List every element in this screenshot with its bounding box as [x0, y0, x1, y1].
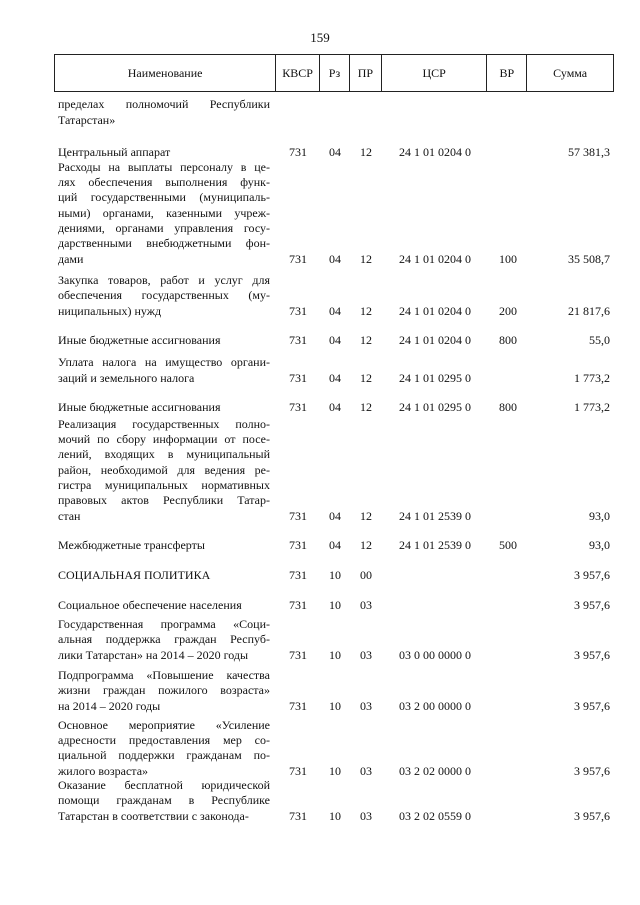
- row-csr: 24 1 01 0204 0: [399, 332, 471, 347]
- row-csr: 03 2 02 0559 0: [399, 808, 471, 823]
- row-name-line: дами: [58, 251, 84, 266]
- table-header: [54, 54, 614, 92]
- header-kvsr: КВСР: [276, 55, 320, 91]
- row-rz: 04: [329, 303, 341, 318]
- row-sum: 55,0: [589, 332, 610, 347]
- row-name-line: ниципальных) нужд: [58, 303, 162, 318]
- row-name-line: Иные бюджетные ассигнования: [58, 399, 221, 414]
- row-pr: 12: [360, 332, 372, 347]
- row-kvsr: 731: [289, 332, 307, 347]
- row-pr: 12: [360, 508, 372, 523]
- row-rz: 10: [329, 698, 341, 713]
- row-name: [54, 778, 276, 824]
- row-name: [54, 333, 276, 348]
- row-csr: 24 1 01 0204 0: [399, 144, 471, 159]
- row-name-line: адресности предоставления мер со-: [58, 733, 270, 748]
- row-vr: 200: [499, 303, 517, 318]
- row-rz: 10: [329, 808, 341, 823]
- row-name-line: заций и земельного налога: [58, 370, 195, 385]
- row-pr: 03: [360, 698, 372, 713]
- row-kvsr: 731: [289, 537, 307, 552]
- row-pr: 03: [360, 597, 372, 612]
- row-sum: 93,0: [589, 537, 610, 552]
- row-csr: 03 2 02 0000 0: [399, 763, 471, 778]
- row-sum: 3 957,6: [574, 808, 610, 823]
- table-row: [54, 598, 614, 613]
- row-name-line: Закупка товаров, работ и услуг для: [58, 273, 270, 288]
- row-sum: 1 773,2: [574, 399, 610, 414]
- row-csr: 03 0 00 0000 0: [399, 647, 471, 662]
- row-name-line: жизни граждан пожилого возраста»: [58, 683, 270, 698]
- row-rz: 04: [329, 370, 341, 385]
- row-pr: 12: [360, 251, 372, 266]
- row-kvsr: 731: [289, 399, 307, 414]
- row-name: [54, 145, 276, 160]
- row-pr: 03: [360, 808, 372, 823]
- row-name-line: стан: [58, 508, 81, 523]
- table-row: [54, 333, 614, 348]
- row-sum: 3 957,6: [574, 763, 610, 778]
- row-name-line: дениями, органами управления госу-: [58, 221, 270, 236]
- row-name-line: мочий по сбору информации от посе-: [58, 432, 270, 447]
- row-kvsr: 731: [289, 567, 307, 582]
- row-sum: 35 508,7: [568, 251, 610, 266]
- row-name-line: лики Татарстан» на 2014 – 2020 годы: [58, 647, 249, 662]
- table-row: [54, 355, 614, 386]
- row-sum: 3 957,6: [574, 698, 610, 713]
- header-name: Наименование: [55, 55, 276, 91]
- row-vr: 500: [499, 537, 517, 552]
- row-pr: 12: [360, 303, 372, 318]
- row-kvsr: 731: [289, 647, 307, 662]
- row-kvsr: 731: [289, 808, 307, 823]
- row-vr: 800: [499, 399, 517, 414]
- row-name-line: Реализация государственных полно-: [58, 416, 270, 431]
- row-rz: 04: [329, 399, 341, 414]
- row-name-line: Подпрограмма «Повышение качества: [58, 668, 270, 683]
- row-name-line: пределах полномочий Республики: [58, 97, 270, 112]
- table-row: [54, 97, 614, 128]
- table-row: [54, 778, 614, 824]
- row-name: [54, 160, 276, 267]
- row-name-line: Государственная программа «Соци-: [58, 617, 270, 632]
- row-name-line: жилого возраста»: [58, 763, 149, 778]
- row-rz: 10: [329, 597, 341, 612]
- row-kvsr: 731: [289, 251, 307, 266]
- header-csr: ЦСР: [382, 55, 488, 91]
- table-row: [54, 668, 614, 714]
- row-name-line: на 2014 – 2020 годы: [58, 698, 161, 713]
- row-name: [54, 400, 276, 415]
- row-name: [54, 598, 276, 613]
- row-pr: 03: [360, 763, 372, 778]
- row-csr: 24 1 01 0295 0: [399, 370, 471, 385]
- row-kvsr: 731: [289, 763, 307, 778]
- row-kvsr: 731: [289, 303, 307, 318]
- row-name: [54, 417, 276, 524]
- row-csr: 03 2 00 0000 0: [399, 698, 471, 713]
- row-sum: 3 957,6: [574, 567, 610, 582]
- table-row: [54, 400, 614, 415]
- table-row: [54, 617, 614, 663]
- table-row: [54, 718, 614, 779]
- row-name-line: Межбюджетные трансферты: [58, 537, 205, 552]
- row-name: [54, 355, 276, 386]
- row-name-line: ций государственными (муниципаль-: [58, 190, 270, 205]
- row-rz: 04: [329, 508, 341, 523]
- row-csr: 24 1 01 0295 0: [399, 399, 471, 414]
- table-row: [54, 273, 614, 319]
- row-sum: 1 773,2: [574, 370, 610, 385]
- row-name: [54, 97, 276, 128]
- row-name-line: район, необходимой для ведения ре-: [58, 462, 270, 477]
- row-rz: 04: [329, 251, 341, 266]
- row-sum: 21 817,6: [568, 303, 610, 318]
- row-name: [54, 617, 276, 663]
- row-name: [54, 538, 276, 553]
- row-kvsr: 731: [289, 144, 307, 159]
- row-name: [54, 668, 276, 714]
- row-name-line: Оказание бесплатной юридической: [58, 778, 270, 793]
- row-name: [54, 568, 276, 583]
- row-pr: 12: [360, 537, 372, 552]
- row-name-line: лях обеспечения выполнения функ-: [58, 175, 270, 190]
- row-name-line: Татарстан в соответствии с законода-: [58, 808, 249, 823]
- header-sum: Сумма: [553, 65, 588, 80]
- row-name-line: Расходы на выплаты персоналу в це-: [58, 159, 270, 174]
- row-kvsr: 731: [289, 508, 307, 523]
- row-pr: 00: [360, 567, 372, 582]
- row-name-line: гистра муниципальных нормативных: [58, 478, 270, 493]
- table-row: [54, 417, 614, 524]
- row-name-line: альная поддержка граждан Респуб-: [58, 632, 270, 647]
- row-name-line: Центральный аппарат: [58, 144, 171, 159]
- row-pr: 12: [360, 399, 372, 414]
- row-pr: 12: [360, 370, 372, 385]
- row-rz: 04: [329, 537, 341, 552]
- table-row: [54, 160, 614, 267]
- row-vr: 100: [499, 251, 517, 266]
- row-name-line: дарственными внебюджетными фон-: [58, 236, 270, 251]
- header-rz: Рз: [320, 55, 350, 91]
- row-kvsr: 731: [289, 370, 307, 385]
- row-pr: 12: [360, 144, 372, 159]
- row-kvsr: 731: [289, 698, 307, 713]
- header-pr: ПР: [350, 55, 382, 91]
- row-name-line: обеспечения государственных (му-: [58, 288, 270, 303]
- row-rz: 10: [329, 763, 341, 778]
- row-name-line: правовых актов Республики Татар-: [58, 493, 270, 508]
- row-csr: 24 1 01 2539 0: [399, 508, 471, 523]
- row-name-line: Основное мероприятие «Усиление: [58, 717, 270, 732]
- row-sum: 3 957,6: [574, 597, 610, 612]
- row-rz: 10: [329, 567, 341, 582]
- row-pr: 03: [360, 647, 372, 662]
- row-name-line: лений, входящих в муниципальный: [58, 447, 270, 462]
- row-rz: 10: [329, 647, 341, 662]
- table-row: [54, 568, 614, 583]
- row-name-line: Социальное обеспечение населения: [58, 597, 242, 612]
- page-number: 159: [310, 30, 330, 45]
- row-csr: 24 1 01 2539 0: [399, 537, 471, 552]
- row-name-line: ными) органами, казенными учреж-: [58, 205, 270, 220]
- row-name-line: циальной поддержки гражданам по-: [58, 748, 270, 763]
- row-csr: 24 1 01 0204 0: [399, 251, 471, 266]
- row-name-line: Иные бюджетные ассигнования: [58, 332, 221, 347]
- row-name-line: СОЦИАЛЬНАЯ ПОЛИТИКА: [58, 567, 211, 582]
- table-row: [54, 145, 614, 160]
- table-row: [54, 538, 614, 553]
- row-sum: 3 957,6: [574, 647, 610, 662]
- row-name-line: Татарстан»: [58, 112, 116, 127]
- row-name: [54, 273, 276, 319]
- header-vr: ВР: [487, 55, 527, 91]
- row-csr: 24 1 01 0204 0: [399, 303, 471, 318]
- row-kvsr: 731: [289, 597, 307, 612]
- row-sum: 57 381,3: [568, 144, 610, 159]
- row-rz: 04: [329, 332, 341, 347]
- row-vr: 800: [499, 332, 517, 347]
- row-name-line: Уплата налога на имущество органи-: [58, 355, 270, 370]
- row-sum: 93,0: [589, 508, 610, 523]
- row-name-line: помощи гражданам в Республике: [58, 793, 270, 808]
- row-rz: 04: [329, 144, 341, 159]
- row-name: [54, 718, 276, 779]
